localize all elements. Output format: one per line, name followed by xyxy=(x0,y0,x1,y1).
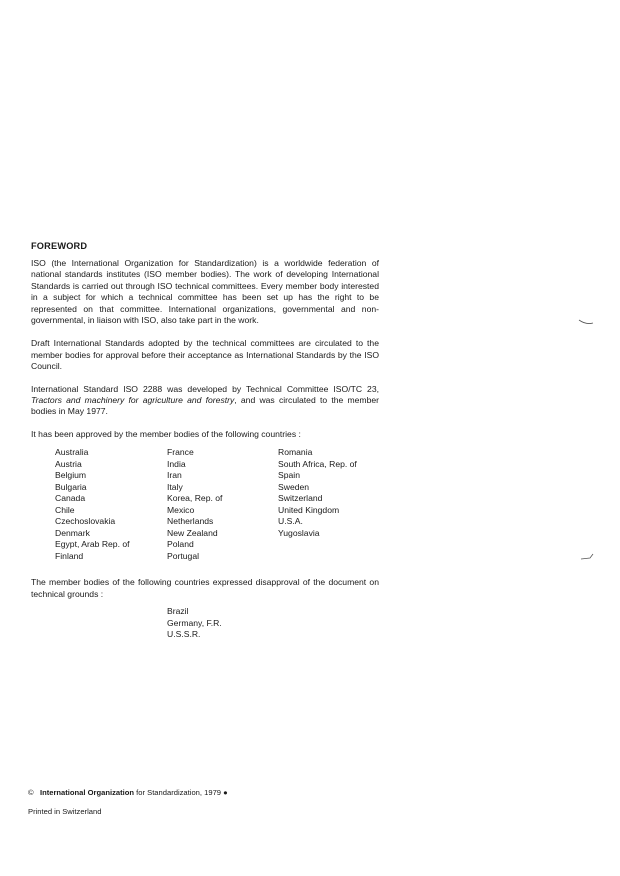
country-item: South Africa, Rep. of xyxy=(278,458,357,469)
country-item: India xyxy=(167,458,186,469)
country-item: Italy xyxy=(167,481,183,492)
country-item: Sweden xyxy=(278,481,310,492)
country-item: Czechoslovakia xyxy=(55,516,116,527)
country-item: Yugoslavia xyxy=(278,527,320,538)
country-item: Switzerland xyxy=(278,493,323,504)
country-item: Brazil xyxy=(167,606,189,617)
country-item: Romania xyxy=(278,447,313,458)
country-item: Bulgaria xyxy=(55,481,87,492)
country-column-3 xyxy=(278,447,357,539)
disapproving-countries-list xyxy=(167,606,379,641)
country-item: Belgium xyxy=(55,470,87,481)
country-item: Germany, F.R. xyxy=(167,617,222,628)
country-item: New Zealand xyxy=(167,527,218,538)
printed-in-line: Printed in Switzerland xyxy=(28,807,102,816)
copyright-symbol: © xyxy=(28,788,34,797)
country-item: Austria xyxy=(55,458,82,469)
approval-intro: It has been approved by the member bodies of the following countries : xyxy=(31,428,301,439)
standard-text-start: International Standard ISO 2288 was developed by Technical Committee ISO/TC 23, xyxy=(31,383,379,394)
disapproval-intro: The member bodies of the following countries expressed disapproval of the document on technical grounds : xyxy=(31,577,379,599)
country-item: France xyxy=(167,447,194,458)
approved-countries-list xyxy=(31,447,379,564)
country-item: Chile xyxy=(55,504,75,515)
country-item: Spain xyxy=(278,470,300,481)
country-item: Mexico xyxy=(167,504,195,515)
country-item: Egypt, Arab Rep. of xyxy=(55,539,130,550)
copyright-year: for Standardization, 1979 ● xyxy=(134,788,228,797)
foreword-section xyxy=(31,240,379,641)
country-column-2 xyxy=(167,447,222,562)
country-item: Netherlands xyxy=(167,516,214,527)
country-column-1 xyxy=(55,447,130,562)
country-item: Canada xyxy=(55,493,86,504)
country-item: Portugal xyxy=(167,550,200,561)
country-item: Iran xyxy=(167,470,182,481)
country-item: Finland xyxy=(55,550,84,561)
scan-mark-icon xyxy=(580,553,594,561)
foreword-paragraph-drafts: Draft International Standards adopted by the technical committees are circulated to the member bodies for approval before their acceptance as International Standards by the ISO Council. xyxy=(31,338,379,372)
country-item: United Kingdom xyxy=(278,504,340,515)
copyright-organization: International Organization xyxy=(39,788,135,797)
foreword-heading: FOREWORD xyxy=(31,241,88,251)
country-item: Poland xyxy=(167,539,194,550)
foreword-paragraph-standard xyxy=(31,384,379,418)
copyright-line xyxy=(28,788,228,798)
committee-title: Tractors and machinery for agriculture and forestry xyxy=(31,395,235,406)
foreword-paragraph-iso: ISO (the International Organization for Standardization) is a worldwide federation of national standards institutes (ISO member bodies). The work of developing International Standards is carried out through ISO technical committees. Every member body interested in a subject for which a technical committee has been set up has the right to be represented on that committee. International organizations, governmental and non-governmental, in liaison with ISO, also take part in the work. xyxy=(31,258,379,326)
country-item: Australia xyxy=(55,447,89,458)
standard-text-end: , and was circulated to the member bodies in May 1977. xyxy=(31,395,380,417)
country-item: Denmark xyxy=(55,527,90,538)
country-item: Korea, Rep. of xyxy=(167,493,223,504)
country-item: U.S.A. xyxy=(278,516,303,527)
country-item: U.S.S.R. xyxy=(167,629,201,640)
scan-mark-icon xyxy=(578,318,594,326)
